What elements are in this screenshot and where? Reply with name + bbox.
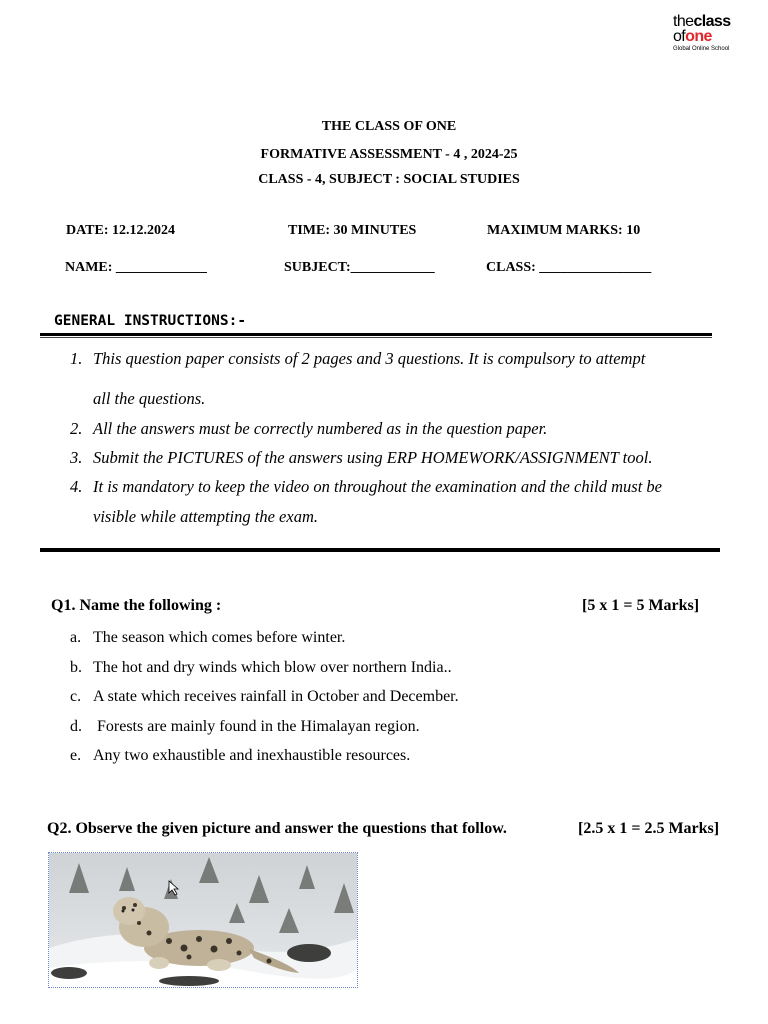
- option-letter: c.: [70, 688, 82, 705]
- q2-marks: [2.5 x 1 = 2.5 Marks]: [578, 820, 720, 837]
- divider-top: [40, 333, 712, 336]
- option-text: The hot and dry winds which blow over northern India..: [93, 659, 452, 676]
- option-text: A state which receives rainfall in October and December.: [93, 688, 459, 705]
- instruction-item-4: [70, 477, 740, 497]
- instruction-text: This question paper consists of 2 pages and 3 questions. It is compulsory to attempt: [93, 349, 646, 368]
- logo-text-one: one: [685, 28, 712, 45]
- instruction-text: All the answers must be correctly numbered as in the question paper.: [93, 419, 548, 438]
- q1-option-b: [70, 659, 710, 677]
- school-logo: [673, 14, 753, 52]
- q1-marks: [5 x 1 = 5 Marks]: [582, 597, 700, 614]
- divider-bottom: [40, 548, 720, 552]
- logo-text-the: the: [673, 13, 694, 30]
- assessment-heading: FORMATIVE ASSESSMENT - 4 , 2024-25: [260, 147, 518, 162]
- instruction-text: It is mandatory to keep the video on throughout the examination and the child must be: [93, 477, 662, 496]
- option-text: Forests are mainly found in the Himalayan region.: [93, 718, 420, 735]
- q1-option-c: [70, 688, 710, 706]
- class-field: CLASS: ________________: [486, 260, 652, 275]
- general-instructions-title: GENERAL INSTRUCTIONS:-: [54, 313, 247, 329]
- option-letter: d.: [70, 718, 82, 735]
- instruction-number: 4.: [70, 477, 83, 496]
- class-subject-heading: CLASS - 4, SUBJECT : SOCIAL STUDIES: [258, 172, 520, 187]
- subject-field: SUBJECT:____________: [284, 260, 435, 275]
- logo-tagline: Global Online School: [673, 46, 730, 52]
- snow-leopard-picture: [48, 852, 358, 988]
- option-text: The season which comes before winter.: [93, 629, 346, 646]
- instruction-number: 3.: [70, 448, 83, 467]
- option-letter: a.: [70, 629, 82, 646]
- option-letter: b.: [70, 659, 82, 676]
- instruction-item-3: [70, 448, 730, 468]
- instruction-item-1: [70, 349, 730, 369]
- q1-option-d: [70, 718, 710, 736]
- exam-time: TIME: 30 MINUTES: [288, 223, 417, 238]
- instruction-number: 1.: [70, 349, 83, 368]
- q1-title: Q1. Name the following :: [51, 597, 222, 614]
- instruction-item-1-continued: all the questions.: [93, 389, 206, 408]
- q2-title: Q2. Observe the given picture and answer the questions that follow.: [47, 820, 507, 837]
- snow-leopard-illustration: [49, 853, 358, 988]
- q1-option-e: [70, 747, 710, 765]
- option-letter: e.: [70, 747, 82, 764]
- name-field: NAME: _____________: [65, 260, 207, 275]
- instruction-item-4-continued: visible while attempting the exam.: [93, 507, 318, 526]
- logo-text-of: of: [673, 28, 686, 45]
- maximum-marks: MAXIMUM MARKS: 10: [487, 223, 641, 238]
- divider-top-shadow: [40, 337, 712, 338]
- q1-option-a: [70, 629, 710, 647]
- instruction-number: 2.: [70, 419, 83, 438]
- exam-date: DATE: 12.12.2024: [66, 223, 176, 238]
- school-name-heading: THE CLASS OF ONE: [321, 119, 457, 134]
- instruction-item-2: [70, 419, 730, 439]
- logo-text-class: class: [693, 13, 731, 30]
- option-text: Any two exhaustible and inexhaustible resources.: [93, 747, 411, 764]
- instruction-text: Submit the PICTURES of the answers using ERP HOMEWORK/ASSIGNMENT tool.: [93, 448, 653, 467]
